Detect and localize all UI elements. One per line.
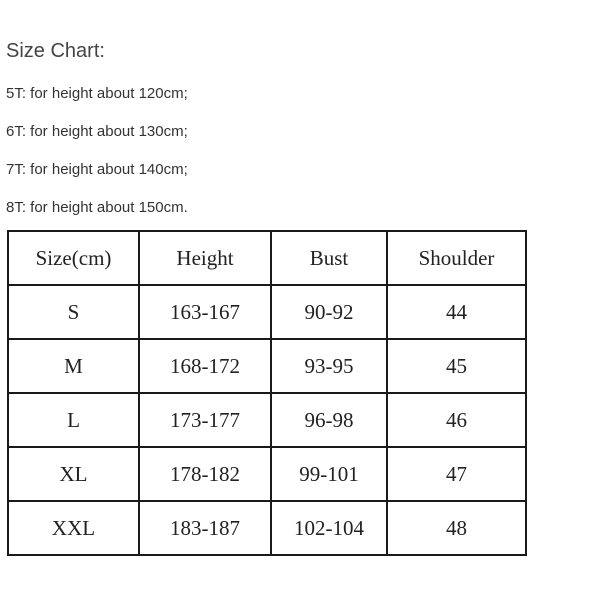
table-row	[8, 339, 526, 393]
size-table	[7, 230, 527, 556]
cell-shoulder: 47	[387, 447, 526, 501]
header-shoulder: Shoulder	[387, 231, 526, 285]
size-note-6t: 6T: for height about 130cm;	[6, 123, 188, 140]
cell-shoulder: 45	[387, 339, 526, 393]
table-header-row	[8, 231, 526, 285]
cell-bust: 90-92	[271, 285, 387, 339]
cell-bust: 99-101	[271, 447, 387, 501]
table-row	[8, 447, 526, 501]
cell-size: L	[8, 393, 139, 447]
cell-bust: 96-98	[271, 393, 387, 447]
cell-size: XXL	[8, 501, 139, 555]
header-height: Height	[139, 231, 271, 285]
cell-size: XL	[8, 447, 139, 501]
cell-height: 173-177	[139, 393, 271, 447]
cell-size: S	[8, 285, 139, 339]
cell-size: M	[8, 339, 139, 393]
cell-shoulder: 44	[387, 285, 526, 339]
table-row	[8, 501, 526, 555]
header-size: Size(cm)	[8, 231, 139, 285]
cell-height: 178-182	[139, 447, 271, 501]
size-note-8t: 8T: for height about 150cm.	[6, 199, 188, 216]
cell-height: 183-187	[139, 501, 271, 555]
cell-shoulder: 48	[387, 501, 526, 555]
cell-height: 163-167	[139, 285, 271, 339]
size-note-5t: 5T: for height about 120cm;	[6, 85, 188, 102]
size-chart-title: Size Chart:	[6, 40, 105, 62]
size-note-7t: 7T: for height about 140cm;	[6, 161, 188, 178]
table-row	[8, 285, 526, 339]
cell-bust: 93-95	[271, 339, 387, 393]
cell-height: 168-172	[139, 339, 271, 393]
cell-bust: 102-104	[271, 501, 387, 555]
header-bust: Bust	[271, 231, 387, 285]
table-row	[8, 393, 526, 447]
cell-shoulder: 46	[387, 393, 526, 447]
